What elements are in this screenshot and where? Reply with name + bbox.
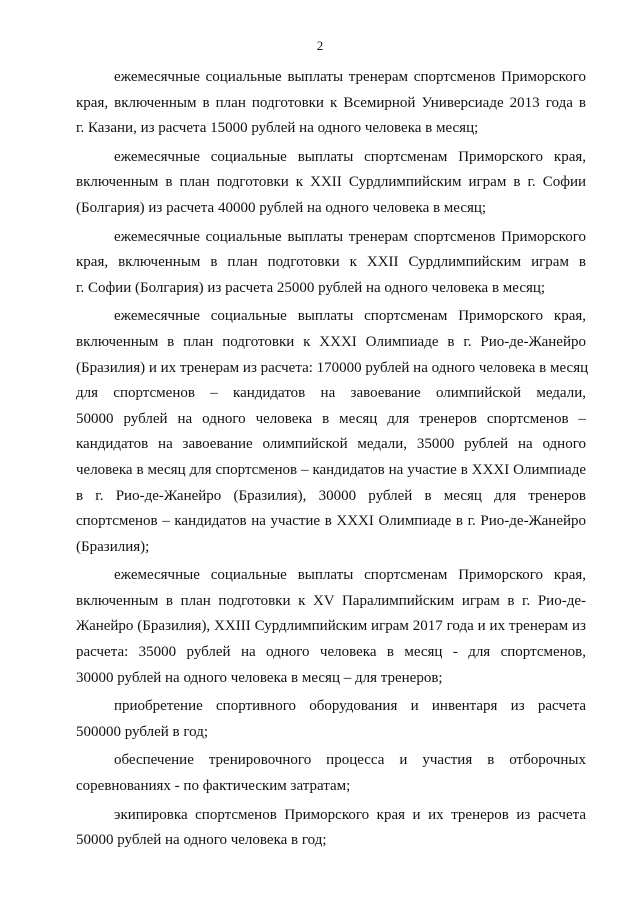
paragraph-line: края, включенным в план подготовки к Всемирной Универсиаде 2013 года в bbox=[76, 94, 586, 111]
paragraph-line: кандидатов на завоевание олимпийской медали, 35000 рублей на одного bbox=[76, 436, 586, 453]
paragraph-line: обеспечение тренировочного процесса и участия в отборочных bbox=[114, 752, 586, 769]
paragraph-line: (Бразилия); bbox=[76, 538, 150, 555]
paragraph-line: для спортсменов – кандидатов на завоевание олимпийской медали, bbox=[76, 385, 586, 402]
page-number: 2 bbox=[316, 38, 324, 53]
paragraph-line: 30000 рублей на одного человека в месяц – для тренеров; bbox=[76, 669, 443, 686]
paragraph-line: спортсменов – кандидатов на участие в XXXI Олимпиаде в г. Рио-де-Жанейро bbox=[76, 513, 586, 530]
paragraph-line: (Бразилия) и их тренерам из расчета: 170000 рублей на одного человека в месяц bbox=[76, 359, 589, 376]
paragraph-line: включенным в план подготовки к XXXI Олимпиаде в г. Рио-де-Жанейро bbox=[76, 333, 586, 350]
paragraph bbox=[76, 225, 586, 302]
paragraph-line: Жанейро (Бразилия), XXIII Сурдлимпийским играм 2017 года и их тренерам из bbox=[76, 618, 586, 635]
paragraph bbox=[76, 65, 586, 142]
paragraph-line: края, включенным в план подготовки к XXII Сурдлимпийским играм в bbox=[76, 254, 586, 271]
paragraph bbox=[76, 748, 586, 799]
paragraph-line: 50000 рублей на одного человека в год; bbox=[76, 832, 327, 849]
paragraph bbox=[76, 694, 586, 745]
document-body bbox=[76, 65, 589, 857]
paragraph-line: (Болгария) из расчета 40000 рублей на одного человека в месяц; bbox=[76, 199, 487, 216]
paragraph-line: 50000 рублей на одного человека в месяц для тренеров спортсменов – bbox=[76, 410, 586, 427]
paragraph-line: экипировка спортсменов Приморского края и их тренеров из расчета bbox=[114, 806, 586, 823]
paragraph bbox=[76, 304, 589, 560]
paragraph-line: ежемесячные социальные выплаты спортсменам Приморского края, bbox=[114, 567, 586, 584]
paragraph-line: ежемесячные социальные выплаты спортсменам Приморского края, bbox=[114, 308, 586, 325]
paragraph-line: г. Казани, из расчета 15000 рублей на одного человека в месяц; bbox=[76, 120, 479, 137]
paragraph-line: включенным в план подготовки к XV Паралимпийским играм в г. Рио-де- bbox=[76, 592, 586, 609]
paragraph-line: ежемесячные социальные выплаты тренерам спортсменов Приморского bbox=[114, 69, 586, 85]
paragraph bbox=[76, 563, 586, 691]
paragraph-line: включенным в план подготовки к XXII Сурдлимпийским играм в г. Софии bbox=[76, 174, 586, 191]
paragraph-line: расчета: 35000 рублей на одного человека в месяц - для спортсменов, bbox=[76, 644, 586, 661]
paragraph-line: в г. Рио-де-Жанейро (Бразилия), 30000 рублей в месяц для тренеров bbox=[76, 487, 586, 504]
paragraph bbox=[76, 803, 586, 854]
paragraph-line: г. Софии (Болгария) из расчета 25000 рублей на одного человека в месяц; bbox=[76, 279, 546, 296]
paragraph-line: ежемесячные социальные выплаты тренерам спортсменов Приморского bbox=[114, 228, 586, 245]
paragraph-line: человека в месяц для спортсменов – кандидатов на участие в XXXI Олимпиаде bbox=[76, 461, 586, 478]
paragraph-line: ежемесячные социальные выплаты спортсменам Приморского края, bbox=[114, 148, 586, 165]
paragraph-line: приобретение спортивного оборудования и инвентаря из расчета bbox=[114, 698, 586, 715]
paragraph-line: 500000 рублей в год; bbox=[76, 723, 209, 740]
paragraph bbox=[76, 145, 586, 222]
paragraph-line: соревнованиях - по фактическим затратам; bbox=[76, 778, 351, 795]
